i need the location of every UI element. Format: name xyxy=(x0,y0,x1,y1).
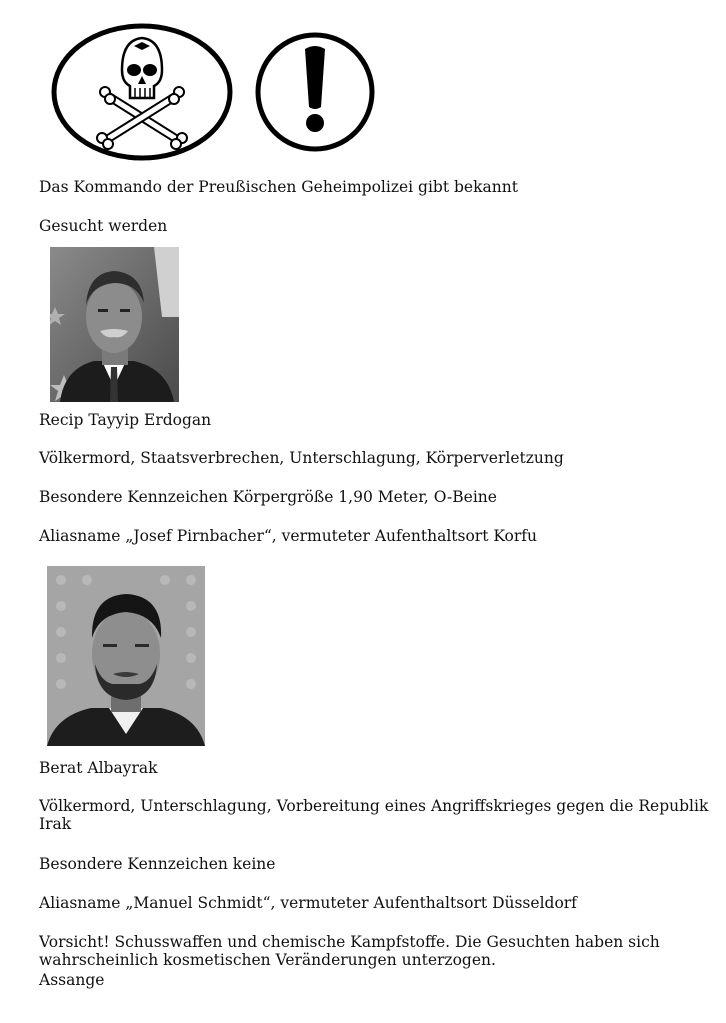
announcement-text: Das Kommando der Preußischen Geheimpolizei gibt bekannt xyxy=(39,178,518,196)
signature: Assange xyxy=(39,971,105,989)
suspect-2-alias: Aliasname „Manuel Schmidt“, vermuteter Aufenthaltsort Düsseldorf xyxy=(39,894,577,912)
warning-text: Vorsicht! Schusswaffen und chemische Kampfstoffe. Die Gesuchten haben sich wahrscheinlich kosmetischen Veränderungen unterzogen. xyxy=(39,933,660,969)
suspect-1-features: Besondere Kennzeichen Körpergröße 1,90 Meter, O-Beine xyxy=(39,488,497,506)
suspect-2-name: Berat Albayrak xyxy=(39,759,158,777)
suspect-2-crimes: Völkermord, Unterschlagung, Vorbereitung eines Angriffskrieges gegen die Republik Irak xyxy=(39,797,709,833)
exclamation-icon xyxy=(254,31,376,153)
skull-crossbones-icon xyxy=(50,22,234,162)
suspect-photo-2 xyxy=(47,566,205,746)
suspect-1-name: Recip Tayyip Erdogan xyxy=(39,411,212,429)
suspect-2-features: Besondere Kennzeichen keine xyxy=(39,855,276,873)
wanted-label: Gesucht werden xyxy=(39,217,168,235)
suspect-1-crimes: Völkermord, Staatsverbrechen, Unterschlagung, Körperverletzung xyxy=(39,449,564,467)
suspect-photo-1 xyxy=(50,247,179,402)
suspect-1-alias: Aliasname „Josef Pirnbacher“, vermuteter Aufenthaltsort Korfu xyxy=(39,527,537,545)
